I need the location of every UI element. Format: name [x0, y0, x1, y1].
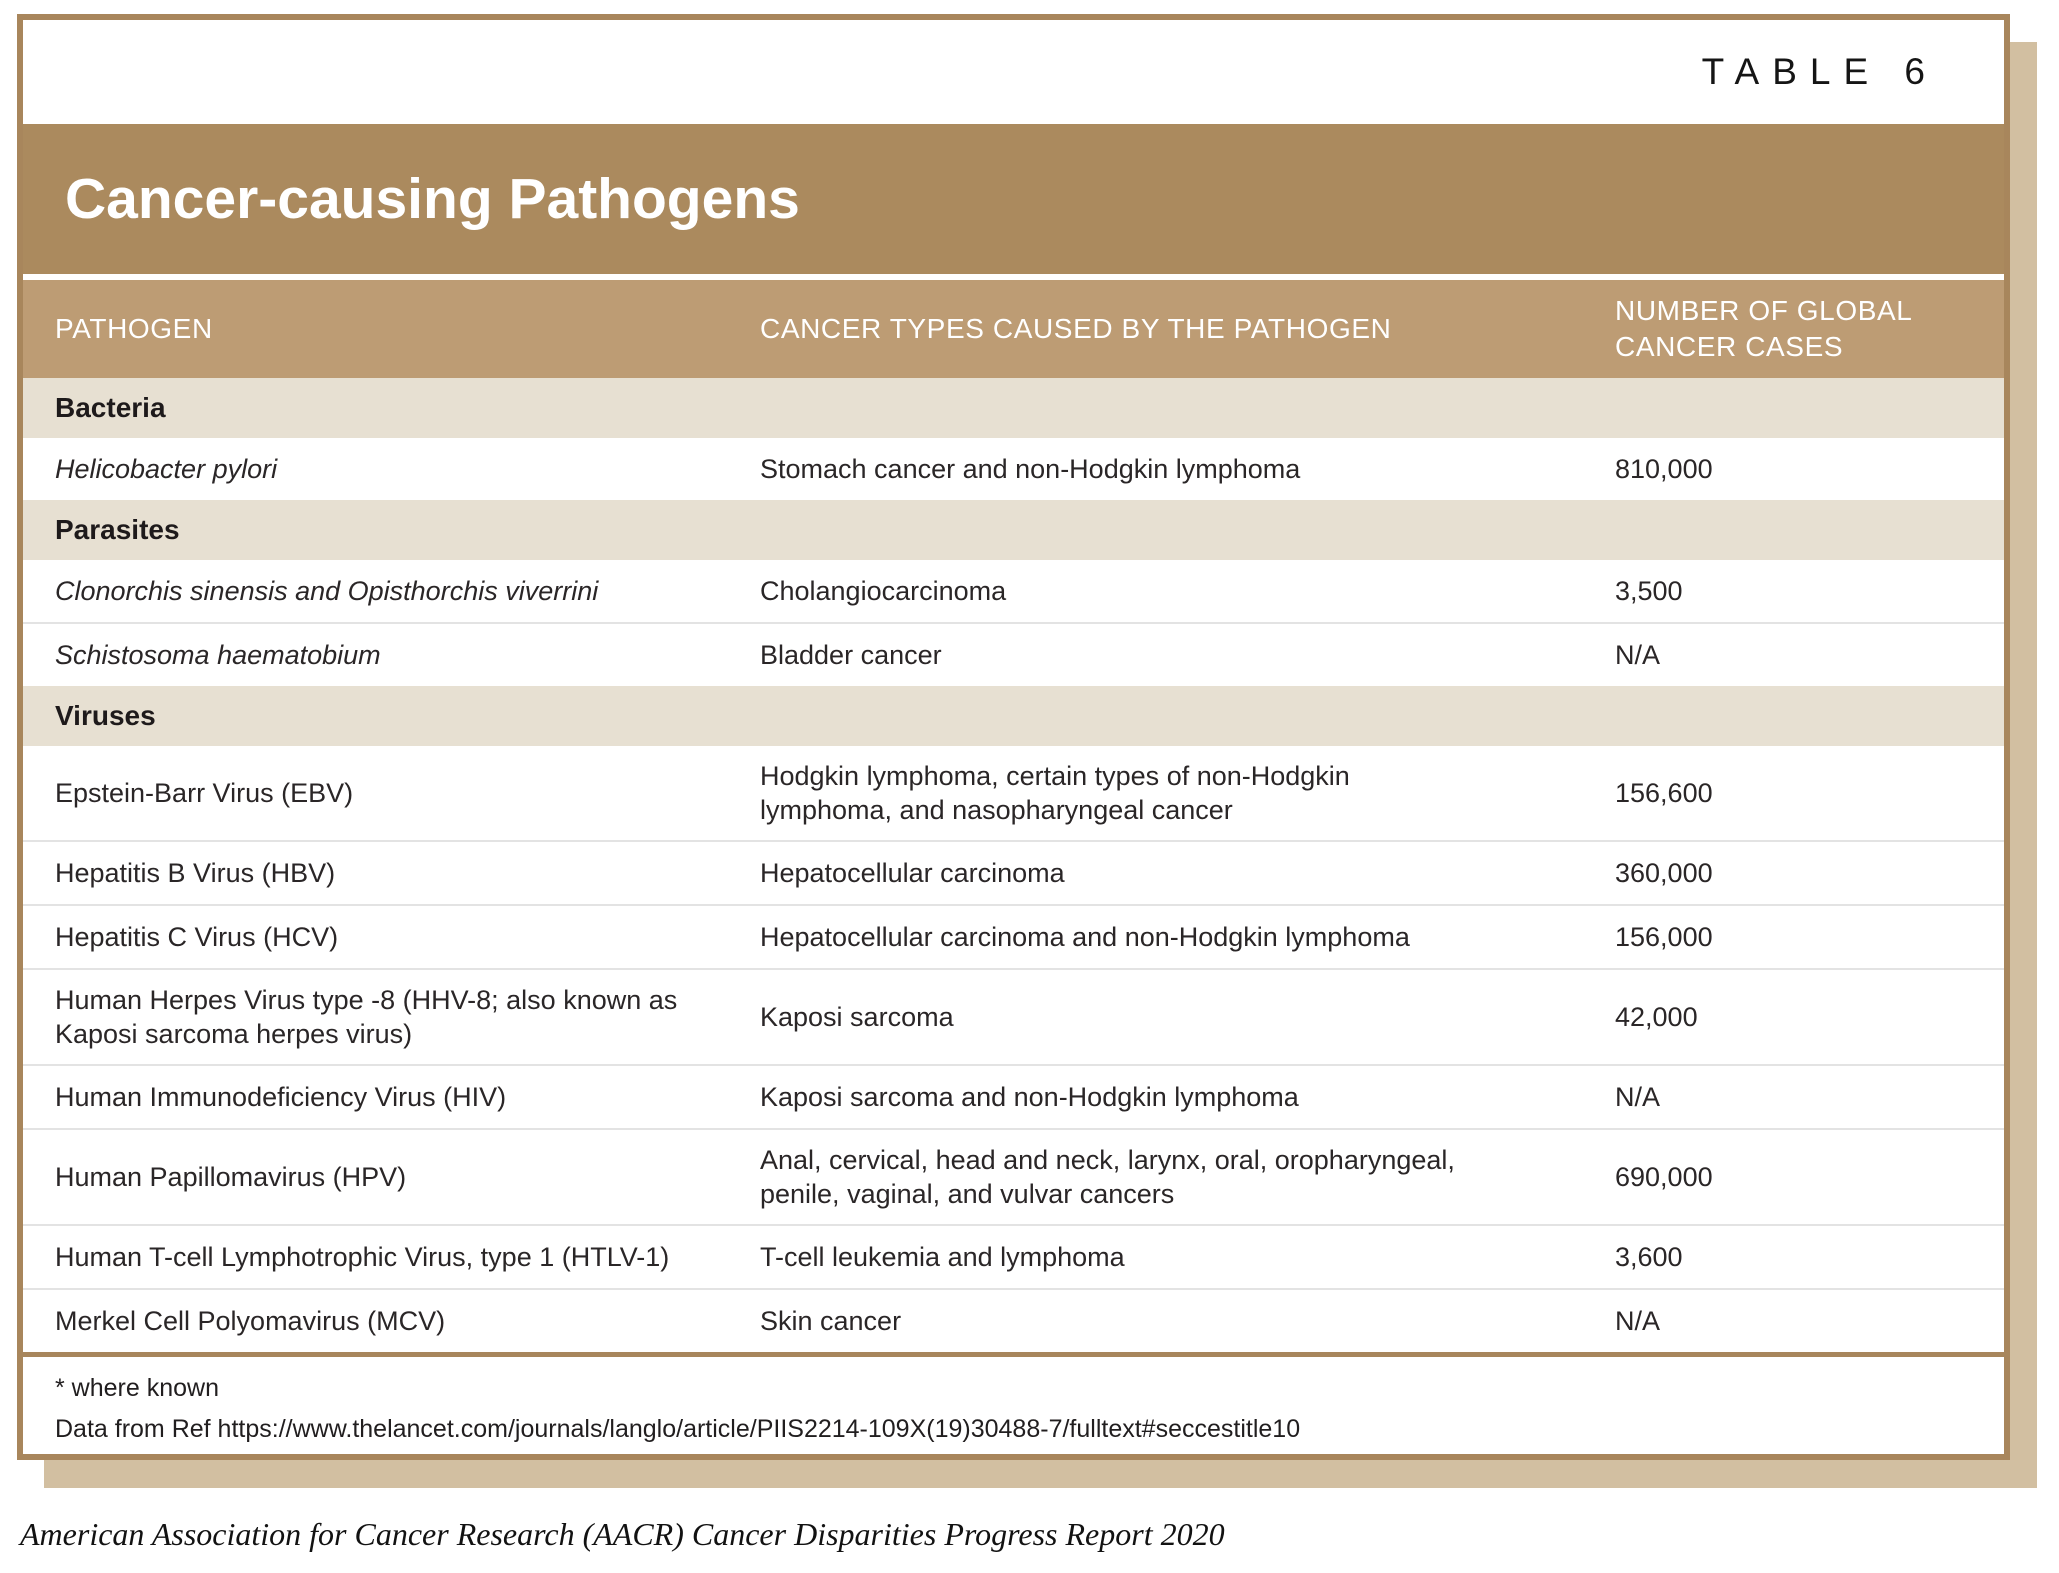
- pathogen-cell: Merkel Cell Polyomavirus (MCV): [55, 1306, 446, 1336]
- column-header-row: [23, 280, 2004, 378]
- column-header-cancer-types: CANCER TYPES CAUSED BY THE PATHOGEN: [760, 313, 1392, 344]
- pathogen-cell: Human Papillomavirus (HPV): [55, 1162, 407, 1192]
- cases-cell: 3,600: [1615, 1242, 1683, 1272]
- table-title: Cancer-causing Pathogens: [65, 167, 800, 231]
- section-label: Viruses: [55, 700, 156, 731]
- cases-cell: 810,000: [1615, 454, 1713, 484]
- column-header-cases: NUMBER OF GLOBAL CANCER CASES: [1615, 295, 1912, 362]
- cases-cell: 690,000: [1615, 1162, 1713, 1192]
- table-row: [23, 906, 2004, 968]
- cases-cell: N/A: [1615, 640, 1661, 670]
- footnote-source-url: Data from Ref https://www.thelancet.com/journals/langlo/article/PIIS2214-109X(19)30488-7/fulltext#seccestitle10: [55, 1415, 1301, 1443]
- pathogen-cell: Hepatitis C Virus (HCV): [55, 922, 339, 952]
- cases-cell: 360,000: [1615, 858, 1713, 888]
- cancer-types-cell: T-cell leukemia and lymphoma: [760, 1242, 1125, 1272]
- pathogen-cell: Human T-cell Lymphotrophic Virus, type 1 (HTLV-1): [55, 1242, 670, 1272]
- table-row: [23, 1130, 2004, 1224]
- cancer-types-cell: Stomach cancer and non-Hodgkin lymphoma: [760, 454, 1301, 484]
- section-label: Bacteria: [55, 392, 166, 423]
- cases-cell: 3,500: [1615, 576, 1683, 606]
- section-row-bacteria: [23, 378, 2004, 438]
- table-row: [23, 746, 2004, 840]
- section-label: Parasites: [55, 514, 180, 545]
- cancer-types-cell: Hepatocellular carcinoma: [760, 858, 1065, 888]
- section-row-parasites: [23, 500, 2004, 560]
- footnote-where-known: * where known: [55, 1374, 219, 1402]
- cancer-types-cell: Cholangiocarcinoma: [760, 576, 1007, 606]
- cancer-types-cell: Hodgkin lymphoma, certain types of non-Hodgkin lymphoma, and nasopharyngeal cancer: [760, 761, 1350, 825]
- table-6-panel: [17, 14, 2010, 1460]
- cases-cell: N/A: [1615, 1306, 1661, 1336]
- section-row-viruses: [23, 686, 2004, 746]
- cancer-types-cell: Skin cancer: [760, 1306, 902, 1336]
- cancer-types-cell: Hepatocellular carcinoma and non-Hodgkin lymphoma: [760, 922, 1410, 952]
- cases-cell: 156,600: [1615, 778, 1713, 808]
- pathogen-cell: Clonorchis sinensis and Opisthorchis viverrini: [55, 576, 599, 606]
- pathogen-cell: Human Immunodeficiency Virus (HIV): [55, 1082, 507, 1112]
- table-number-label: TABLE 6: [1701, 51, 1938, 92]
- column-header-pathogen: PATHOGEN: [55, 313, 213, 344]
- pathogen-cell: Hepatitis B Virus (HBV): [55, 858, 336, 888]
- pathogen-cell: Epstein-Barr Virus (EBV): [55, 778, 354, 808]
- cases-cell: 156,000: [1615, 922, 1713, 952]
- cancer-types-cell: Kaposi sarcoma: [760, 1002, 954, 1032]
- title-banner: [23, 124, 2004, 274]
- table-footnotes: [23, 1352, 2004, 1444]
- table-row: [23, 624, 2004, 686]
- pathogen-cell: Human Herpes Virus type -8 (HHV-8; also known as Kaposi sarcoma herpes virus): [55, 985, 678, 1049]
- pathogen-cell: Schistosoma haematobium: [55, 640, 381, 670]
- cancer-types-cell: Bladder cancer: [760, 640, 942, 670]
- table-row: [23, 1066, 2004, 1128]
- cases-cell: 42,000: [1615, 1002, 1698, 1032]
- table-row: [23, 842, 2004, 904]
- pathogen-cell: Helicobacter pylori: [55, 454, 278, 484]
- table-label-strip: [23, 20, 2004, 124]
- report-caption: American Association for Cancer Research (AACR) Cancer Disparities Progress Report 2020: [20, 1516, 1225, 1552]
- table-row: [23, 438, 2004, 500]
- cancer-types-cell: Kaposi sarcoma and non-Hodgkin lymphoma: [760, 1082, 1299, 1112]
- table-row: [23, 1290, 2004, 1352]
- table-row: [23, 970, 2004, 1064]
- cancer-types-cell: Anal, cervical, head and neck, larynx, oral, oropharyngeal, penile, vaginal, and vulvar cancers: [760, 1145, 1455, 1209]
- table-row: [23, 1226, 2004, 1288]
- cases-cell: N/A: [1615, 1082, 1661, 1112]
- table-row: [23, 560, 2004, 622]
